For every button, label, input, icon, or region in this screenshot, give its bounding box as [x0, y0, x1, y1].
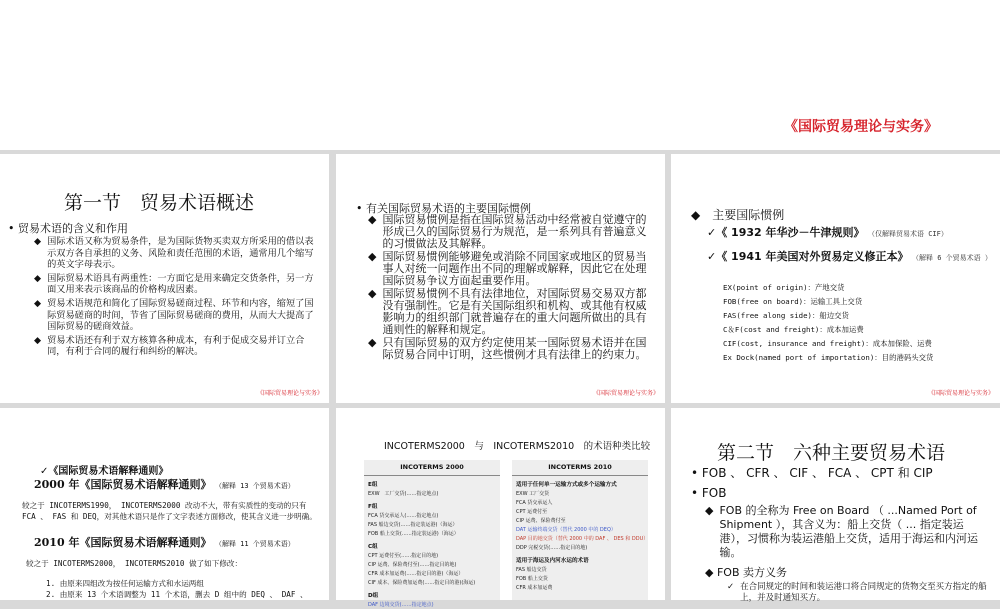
- bullet-list: [34, 236, 314, 360]
- slide-thumbnail-1[interactable]: [0, 154, 329, 403]
- heading-text: 主要国际惯例: [712, 208, 785, 222]
- table-row: CPT 运费付至(……指定目的地): [368, 553, 439, 559]
- slide-thumbnail-5[interactable]: [336, 408, 665, 608]
- edition-note: （解释 13 个贸易术语）: [214, 482, 295, 490]
- edition-2010: [34, 536, 324, 551]
- diamond-icon: ◆: [691, 208, 701, 222]
- bullet-text: FOB: [701, 486, 727, 500]
- list-item: [34, 236, 314, 271]
- diamond-icon: ◆: [368, 287, 377, 300]
- edition-2010-body: 较之于 INCOTERMS2000， INCOTERMS2010 做了如下修改：: [26, 559, 243, 568]
- diamond-icon: ◆: [368, 336, 377, 349]
- topic-text: 有关国际贸易术语的主要国际惯例: [366, 202, 531, 215]
- slide-footer-tag: 《国际贸易理论与实务》: [592, 390, 659, 397]
- list-item: [34, 273, 314, 296]
- slide-thumbnail-3[interactable]: [671, 154, 1000, 403]
- comparison-table-2000: [364, 460, 500, 608]
- item-text: FOB 卖方义务: [716, 566, 787, 579]
- rule-title: 《 1941 年美国对外贸易定义修正本》: [716, 250, 909, 263]
- check-icon: ✓: [707, 226, 717, 239]
- slide-topic: • 有关国际贸易术语的主要国际惯例: [356, 202, 531, 215]
- diamond-icon: ◆: [34, 236, 42, 247]
- edition-2000: [34, 478, 324, 493]
- term-row: FOB(free on board)：运输工具上交货: [723, 297, 863, 306]
- table-row: CPT 运费付至: [516, 509, 548, 515]
- diamond-icon: ◆: [368, 213, 377, 226]
- change-list: [46, 578, 326, 600]
- list-item: [705, 504, 985, 560]
- table-group: 适用于海运及内河水运的术语: [516, 558, 589, 564]
- bullet-list: [368, 214, 650, 362]
- list-item: 1. 由原来四组改为按任何运输方式和水运两组: [46, 579, 204, 588]
- bullet-item: • FOB 、 CFR 、 CIF 、 FCA 、 CPT 和 CIP: [691, 466, 933, 480]
- table-group: 适用于任何单一运输方式或多个运输方式: [516, 482, 617, 488]
- table-group: E组: [368, 482, 378, 488]
- table-row: CIP 运费、保险费付至(……指定目的地): [368, 562, 457, 568]
- slide-heading: [691, 206, 784, 223]
- list-item: [368, 337, 650, 361]
- check-icon: ✓: [40, 466, 49, 477]
- table-row: FAS 船边交货: [516, 567, 547, 573]
- table-row: DAP 目的地交货（替代 2000 中的 DAF 、 DES 和 DDU）: [516, 536, 649, 542]
- checklist-item: [727, 582, 987, 604]
- slide-title: INCOTERMS2000 与 INCOTERMS2010 的术语种类比较: [384, 441, 651, 452]
- heading-text: 《国际贸易术语解释通则》: [48, 466, 169, 477]
- slide-title: 第一节 贸易术语概述: [64, 192, 255, 214]
- table-row: DAT 运输终端交货（替代 2000 中的 DEQ）: [516, 527, 616, 533]
- diamond-icon: ◆: [34, 297, 42, 309]
- item-text: FOB 的全称为 Free on Board （ ...Named Port of Shipment ），其含义为：船上交货（ ... 指定装运港），习惯称为装运港船上交货，适用于海运和内河运输。: [719, 504, 978, 559]
- bullet-text: FOB 、 CFR 、 CIF 、 FCA 、 CPT 和 CIP: [701, 466, 933, 480]
- item-text: 国际贸易术语具有两重性：一方面它是用来确定交货条件，另一方面又用来表示该商品的价格构成因素。: [47, 272, 314, 296]
- edition-note: （解释 11 个贸易术语）: [214, 540, 295, 548]
- list-item: [705, 564, 787, 580]
- term-row: CIF(cost, insurance and freight)：成本加保险、运费: [723, 339, 932, 348]
- term-row: FAS(free along side)：船边交货: [723, 311, 849, 320]
- rule-title: 《 1932 年华沙－牛津规则》: [716, 226, 865, 239]
- check-icon: ✓: [727, 582, 735, 592]
- slide-topic: • 贸易术语的含义和作用: [8, 222, 128, 235]
- bullet-item: • FOB: [691, 486, 727, 500]
- slide-thumbnail-4[interactable]: [0, 408, 329, 600]
- edition-title: 2010 年《国际贸易术语解释通则》: [34, 536, 212, 549]
- table-row: FOB 船上交货: [516, 576, 548, 582]
- term-row: Ex Dock(named port of importation)：目的港码头交货: [723, 353, 934, 362]
- item-text: 国际贸易惯例能够避免或消除不同国家或地区的贸易当事人对统一问题作出不同的理解或解释，因此它在处理国际贸易争议方面起重要作用。: [382, 250, 647, 287]
- table-row: FCA 货交承运人: [516, 500, 553, 506]
- diamond-icon: ◆: [368, 250, 377, 263]
- rule-note: （解释 6 个贸易术语 ）: [912, 254, 992, 262]
- table-row: EXW 工厂交货: [516, 491, 550, 497]
- table-row: CFR 成本加运费(……指定目的港)（海运）: [368, 571, 464, 577]
- topic-text: 贸易术语的含义和作用: [18, 222, 128, 235]
- item-text: 国际术语又称为贸易条件，是为国际货物买卖双方所采用的借以表示双方各自承担的义务、风险和责任范围的术语，通常用几个缩写的英文字母表示。: [47, 236, 314, 271]
- table-row: FAS 船边交货(……指定装运港)（海运）: [368, 522, 458, 528]
- slide-footer-tag: 《国际贸易理论与实务》: [256, 390, 323, 397]
- diamond-icon: ◆: [705, 504, 714, 517]
- table-group: F组: [368, 504, 378, 510]
- item-text: 只有国际贸易的双方约定使用某一国际贸易术语并在国际贸易合同中订明，这些惯例才具有法律上的约束力。: [382, 336, 647, 361]
- item-text: 贸易术语规范和简化了国际贸易磋商过程、环节和内容，缩短了国际贸易磋商的时间，节省了国际贸易磋商的费用，从而大大提高了国际贸易的磋商效益。: [47, 297, 314, 333]
- slide-thumbnail-6[interactable]: [671, 408, 1000, 603]
- table-header: INCOTERMS 2000: [364, 460, 500, 476]
- item-text: 国际贸易惯例不具有法律地位，对国际贸易交易双方都没有强制性。它是有关国际组织和机构、或其他有权威影响力的组织部门就普遍存在的重大问题所做出的具有通则性的解释和规定。: [382, 287, 647, 336]
- checklist-item: [40, 462, 168, 477]
- list-item: [368, 288, 650, 336]
- edition-2000-body: 较之于 INCOTERMS1990， INCOTERMS2000 改动不大，带有实质性的变动的只有 FCA 、 FAS 和 DEQ，对其他术语只是作了文字表述方面修改，使其含义进一步明确。: [22, 501, 317, 521]
- table-row: FOB 船上交货(……指定装运港)（海运）: [368, 531, 459, 537]
- list-item: 2. 由原来 13 个术语调整为 11 个术语，删去 D 组中的 DEQ 、 DAF 、: [46, 590, 308, 599]
- comparison-table-2010: [512, 460, 648, 600]
- item-text: 在合同规定的时间和装运港口将合同规定的货物交至买方指定的船上，并及时通知买方。: [740, 582, 987, 603]
- checklist-item: [707, 248, 997, 267]
- term-list: [723, 281, 999, 365]
- diamond-icon: ◆: [705, 566, 714, 579]
- rule-note: （仅解释贸易术语 CIF）: [868, 230, 948, 238]
- table-group: C组: [368, 544, 378, 550]
- table-row: DAF 边境交货(……指定地点): [368, 602, 434, 608]
- item-text: 国际贸易惯例是指在国际贸易活动中经常被自觉遵守的形成已久的国际贸易行为规范，是一系列具有普遍意义的习惯做法及其解释。: [382, 213, 647, 250]
- table-row: CIP 运费、保险费付至: [516, 518, 566, 524]
- slide-thumbnail-2[interactable]: [336, 154, 665, 403]
- slide-footer-tag: 《国际贸易理论与实务》: [927, 390, 994, 397]
- diamond-icon: ◆: [34, 272, 42, 284]
- slide-title: 第二节 六种主要贸易术语: [717, 442, 946, 464]
- diamond-icon: ◆: [34, 334, 42, 346]
- top-banner-slide[interactable]: [0, 0, 1000, 150]
- list-item: [368, 214, 650, 250]
- list-item: [368, 251, 650, 287]
- list-item: [34, 298, 314, 333]
- table-row: EXW 工厂交货(……指定地点): [368, 491, 439, 497]
- edition-title: 2000 年《国际贸易术语解释通则》: [34, 478, 212, 491]
- table-row: CFR 成本加运费: [516, 585, 553, 591]
- table-group: D组: [368, 593, 379, 599]
- term-row: EX(point of origin)：产地交货: [723, 283, 845, 292]
- checklist-item: [707, 224, 997, 240]
- term-row: C＆F(cost and freight)：成本加运费: [723, 325, 864, 334]
- table-row: FCA 货交承运人(……指定地点): [368, 513, 439, 519]
- book-title: 《国际贸易理论与实务》: [784, 119, 938, 135]
- table-header: INCOTERMS 2010: [512, 460, 648, 476]
- table-row: CIF 成本、保险费加运费(……指定目的港)(海运): [368, 580, 476, 586]
- table-row: DDP 完税交货(……指定目的地): [516, 545, 588, 551]
- item-text: 贸易术语还有利于双方核算各种成本，有利于促成交易并订立合同，有利于合同的履行和纠纷的解决。: [47, 334, 305, 358]
- list-item: [34, 335, 314, 358]
- check-icon: ✓: [707, 250, 717, 263]
